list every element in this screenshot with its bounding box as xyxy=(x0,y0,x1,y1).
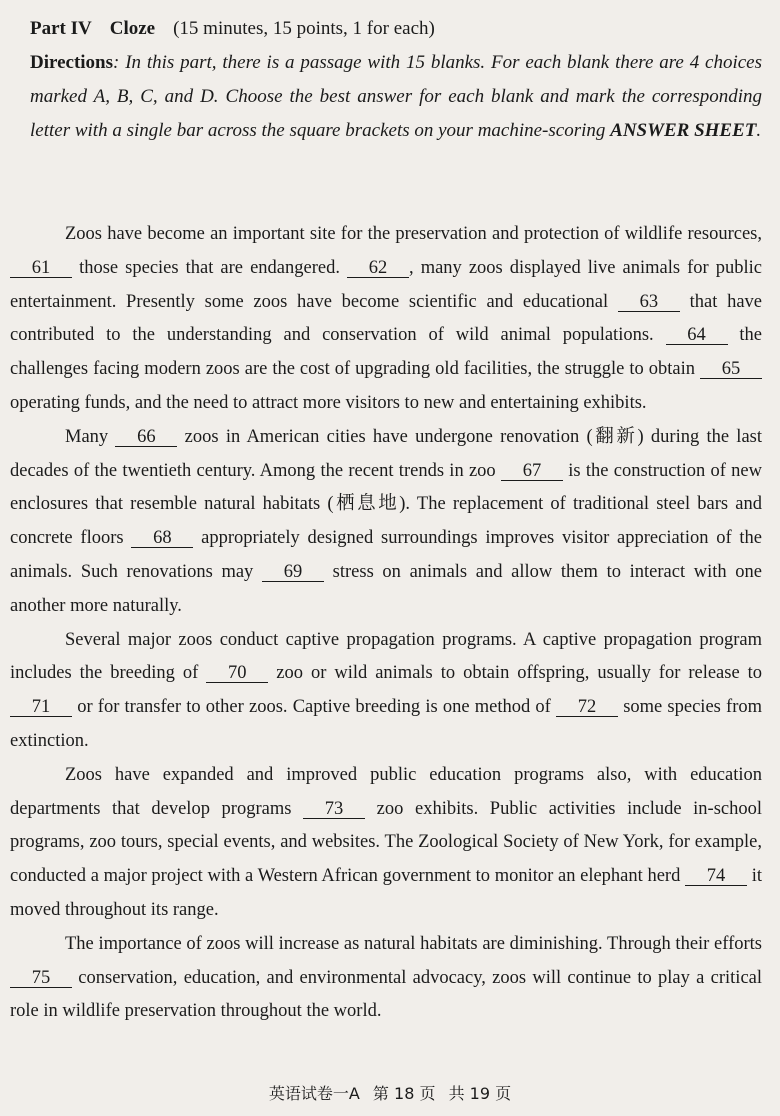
blank-63: 63 xyxy=(618,293,680,312)
answer-sheet-label: ANSWER SHEET xyxy=(610,120,757,141)
paragraph-4 xyxy=(10,759,762,928)
text-span: Zoos have become an important site for the preservation and protection of wildlife resources, xyxy=(65,224,762,244)
total-pages: 共 19 页 xyxy=(448,1084,512,1103)
text-span: or for transfer to other zoos. Captive breeding is one method of xyxy=(77,697,551,718)
text-span: operating funds, and the need to attract more visitors to new and entertaining exhibits. xyxy=(10,392,647,413)
text-span: zoo exhibits. Public activities include in-school programs, zoo tours, special events, and websites. The Zoological Society of New York, for example, conducted a major project with a Western African government to monitor an elephant herd xyxy=(10,798,763,887)
blank-69: 69 xyxy=(262,563,324,582)
section-info: (15 minutes, 15 points, 1 for each) xyxy=(173,18,435,39)
text-span: stress on animals and allow them to interact with one another more naturally. xyxy=(10,561,763,616)
text-span: , many zoos displayed live animals for public entertainment. Presently some zoos have become scientific and educational xyxy=(10,257,763,312)
paper-title: 英语试卷一A xyxy=(268,1084,360,1103)
text-span: Zoos have expanded and improved public education programs also, with education departments that develop programs xyxy=(10,764,762,819)
text-span: it moved throughout its range. xyxy=(10,866,762,920)
blank-62: 62 xyxy=(347,259,409,278)
blank-72: 72 xyxy=(556,698,618,717)
paragraph-5 xyxy=(10,928,762,1029)
blank-68: 68 xyxy=(131,529,193,548)
text-span: Many xyxy=(65,426,109,447)
blank-71: 71 xyxy=(10,698,72,717)
text-span: those species that are endangered. xyxy=(79,257,340,278)
directions-text: : In this part, there is a passage with 15 blanks. For each blank there are 4 choices marked A, B, C, and D. Choose the best answer for each blank and mark the corresponding letter with a single bar across the square brackets on your machine-scoring xyxy=(30,52,762,141)
paragraph-3 xyxy=(10,624,762,759)
directions-end: . xyxy=(756,120,762,141)
text-span: Several major zoos conduct captive propagation programs. A captive propagation program includes the breeding of xyxy=(10,629,762,684)
paragraph-2 xyxy=(10,421,762,624)
blank-66: 66 xyxy=(115,428,177,447)
text-span: zoos in American cities have undergone renovation (翻新) during the last decades of the twentieth century. Among the recent trends in zoo xyxy=(10,426,762,481)
blank-75: 75 xyxy=(10,969,72,988)
text-span: conservation, education, and environmental advocacy, zoos will continue to play a critical role in wildlife preservation throughout the world. xyxy=(10,967,763,1022)
section-heading xyxy=(30,16,435,42)
text-span: some species from extinction. xyxy=(10,697,763,751)
blank-64: 64 xyxy=(666,326,728,345)
text-span: appropriately designed surroundings improves visitor appreciation of the animals. Such renovations may xyxy=(10,528,762,582)
blank-65: 65 xyxy=(700,360,762,379)
cloze-passage xyxy=(10,218,762,1029)
blank-67: 67 xyxy=(501,462,563,481)
paragraph-1 xyxy=(10,218,762,421)
text-span: that have contributed to the understanding and conservation of wild animal populations. xyxy=(10,291,763,346)
blank-70: 70 xyxy=(206,664,268,683)
page-footer xyxy=(0,1084,780,1104)
part-label: Part IV xyxy=(30,18,92,39)
text-span: is the construction of new enclosures that resemble natural habitats (栖息地). The replacement of traditional steel bars and concrete floors xyxy=(10,460,762,549)
blank-61: 61 xyxy=(10,259,72,278)
section-title: Cloze xyxy=(109,18,156,39)
blank-73: 73 xyxy=(303,800,365,819)
directions-label: Directions xyxy=(30,52,114,73)
text-span: zoo or wild animals to obtain offspring, usually for release to xyxy=(276,663,763,684)
text-span: the challenges facing modern zoos are the cost of upgrading old facilities, the struggle to obtain xyxy=(10,325,763,380)
page-number: 第 18 页 xyxy=(372,1084,436,1103)
text-span: The importance of zoos will increase as natural habitats are diminishing. Through their efforts xyxy=(65,933,762,954)
directions xyxy=(30,46,762,148)
blank-74: 74 xyxy=(685,867,747,886)
